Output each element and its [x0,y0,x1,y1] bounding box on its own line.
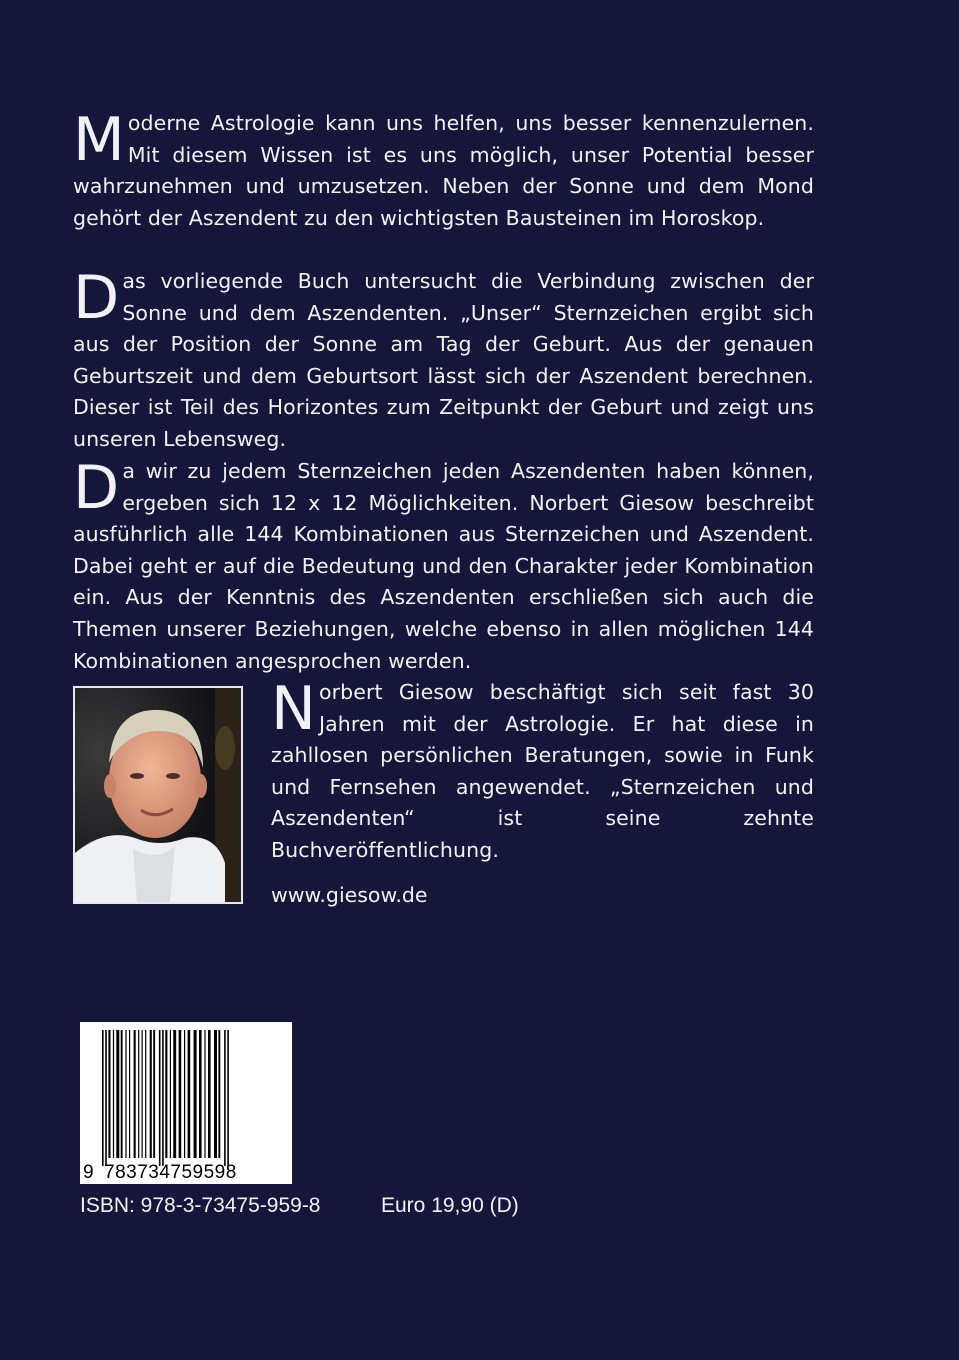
author-website-link[interactable]: www.giesow.de [271,883,428,907]
barcode-bar [105,1030,107,1166]
barcode-bar [179,1030,182,1158]
barcode-bar [116,1030,119,1158]
isbn-text: ISBN: 978-3-73475-959-8 [80,1194,321,1217]
barcode-bar [159,1030,161,1166]
barcode-bar [194,1030,197,1158]
price-text: Euro 19,90 (D) [381,1194,519,1217]
barcode-bar [224,1030,226,1166]
barcode-bar [153,1030,155,1158]
barcode-bar [162,1030,164,1166]
barcode-bar [170,1030,171,1158]
barcode-bar [129,1030,130,1158]
blurb-paragraph-3 [73,453,814,677]
drop-cap: N [271,674,316,744]
paragraph-text: oderne Astrologie kann uns helfen, uns besser kennenzulernen. Mit diesem Wissen ist es uns möglich, unser Potential besser wahrzunehmen und umzusetzen. Neben der Sonne und dem Mond gehört der Aszendent zu den wichtigsten Bausteinen im Horoskop. [73,111,814,230]
barcode-bar [125,1030,126,1158]
paragraph-text: as vorliegende Buch untersucht die Verbindung zwischen der Sonne und dem Aszendenten. „Unser“ Sternzeichen ergibt sich aus der Position der Sonne am Tag der Geburt. Aus der genauen Geburtszeit und dem Geburtsort lässt sich der Aszendent berechnen. Dieser ist Teil des Horizontes zum Zeitpunkt der Geburt und zeigt uns unseren Lebensweg. [73,269,814,451]
author-bio-text: orbert Giesow beschäftigt sich seit fast 30 Jahren mit der Astrologie. Er hat diese in zahllosen persönlichen Beratungen, sowie in Funk und Fernsehen angewendet. „Sternzeichen und Aszendenten“ ist seine zehnte Buchveröffentlichung. [271,680,814,862]
barcode-digit-string: 783734759598 [104,1162,237,1183]
barcode-first-digit: 9 [83,1162,95,1183]
barcode-bar [102,1030,104,1166]
barcode-bar [108,1030,110,1158]
barcode [80,1022,292,1184]
barcode-bar [208,1030,211,1158]
barcode-bar [150,1030,152,1158]
barcode-bar [184,1030,185,1158]
barcode-bar [145,1030,146,1158]
blurb-paragraph-1 [73,105,814,234]
barcode-bar [204,1030,205,1158]
barcode-bar [142,1030,143,1158]
author-bio [271,674,814,867]
barcode-bar [218,1030,220,1158]
drop-cap: M [73,105,125,175]
paragraph-text: a wir zu jedem Sternzeichen jeden Aszendenten haben können, ergeben sich 12 x 12 Möglichkeiten. Norbert Giesow beschreibt ausführlich alle 144 Kombinationen aus Sternzeichen und Aszendent. Dabei geht er auf die Bedeutung und den Charakter jeder Kombination ein. Aus der Kenntnis des Aszendenten erschließen sich auch die Themen unserer Beziehungen, welche ebenso in allen möglichen 144 Kombinationen angesprochen werden. [73,459,814,673]
blurb-paragraph-2 [73,263,814,456]
barcode-bar [199,1030,202,1158]
author-photo [73,686,243,904]
drop-cap: D [73,453,120,523]
barcode-bar [165,1030,167,1158]
barcode-bar [113,1030,114,1158]
barcode-bar [214,1030,217,1158]
barcode-bar [227,1030,229,1166]
barcode-bar [188,1030,191,1158]
barcode-bar [134,1030,136,1158]
barcode-bar [121,1030,123,1158]
drop-cap: D [73,263,120,333]
barcode-bar [138,1030,139,1158]
barcode-bar [173,1030,176,1158]
author-portrait-illustration [75,688,241,902]
barcode-digits [80,1160,292,1184]
